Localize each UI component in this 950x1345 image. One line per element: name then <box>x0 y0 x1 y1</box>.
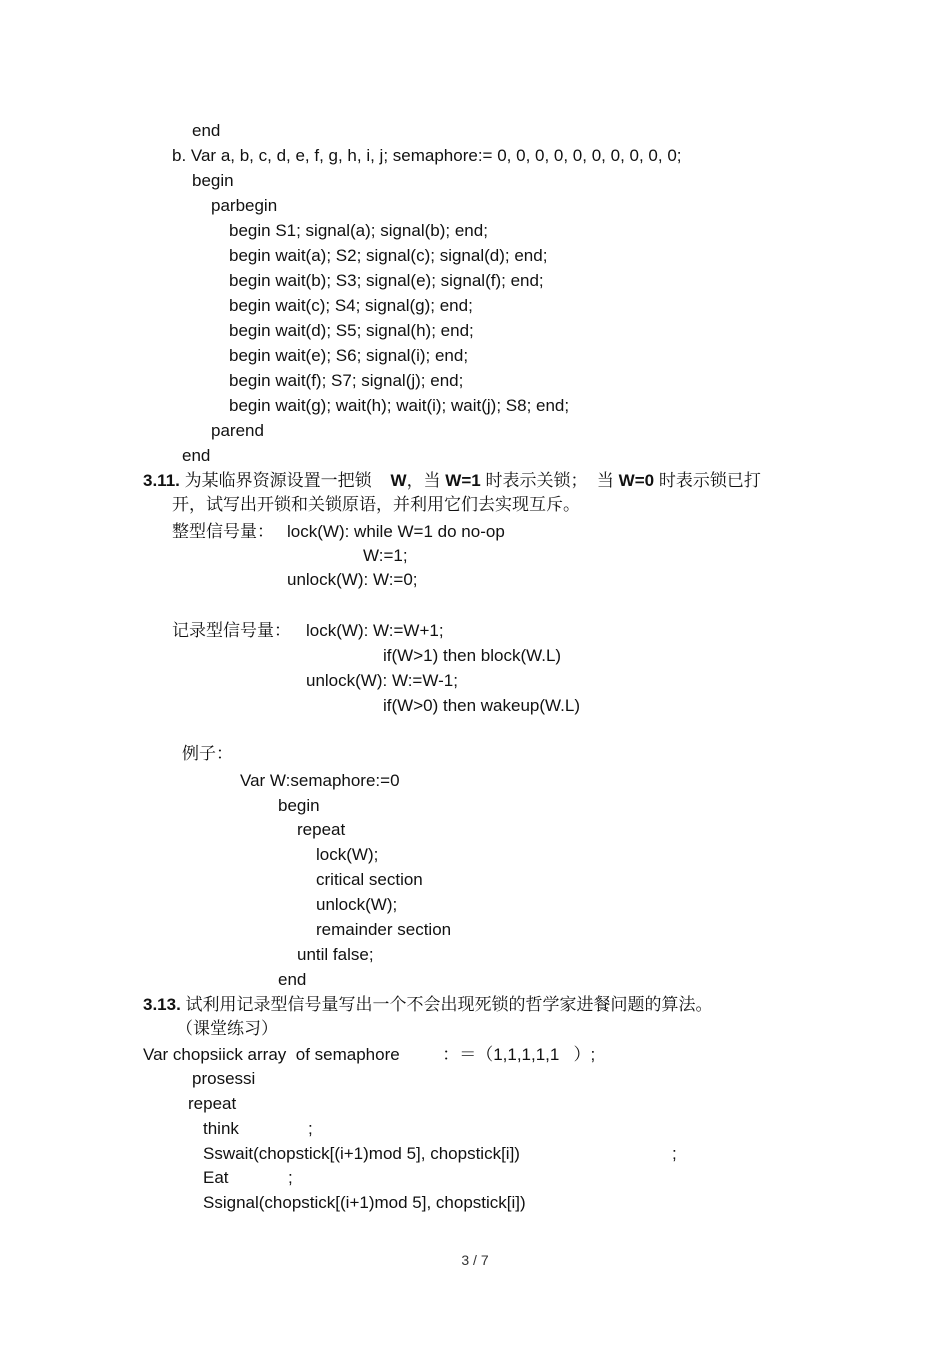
code-line: end <box>278 970 307 989</box>
question-text: 为某临界资源设置一把锁 <box>184 471 372 490</box>
code-semicolon: ; <box>672 1144 677 1163</box>
code-line: parbegin <box>211 196 278 215</box>
code-line: begin wait(b); S3; signal(e); signal(f); end; <box>229 271 544 290</box>
code-line: repeat <box>188 1094 237 1113</box>
code-line: lock(W); <box>316 845 379 864</box>
question-3-11-heading <box>143 471 761 491</box>
code-line: begin S1; signal(a); signal(b); end; <box>229 221 488 240</box>
code-line: begin wait(d); S5; signal(h); end; <box>229 321 474 340</box>
code-line: unlock(W); <box>316 895 398 914</box>
code-line: think <box>203 1119 239 1138</box>
code-line: begin wait(g); wait(h); wait(i); wait(j); S8; end; <box>229 396 570 415</box>
question-var: W=1 <box>445 471 481 490</box>
code-line: Var W:semaphore:=0 <box>240 771 400 790</box>
code-line: unlock(W): W:=W-1; <box>306 671 458 690</box>
integer-semaphore-label: 整型信号量： <box>172 522 274 541</box>
example-label: 例子： <box>182 744 233 763</box>
code-line: W:=1; <box>363 546 408 565</box>
question-var: W <box>390 471 407 490</box>
code-semicolon: ; <box>288 1168 293 1187</box>
question-text: ，当 <box>406 471 441 490</box>
code-line: if(W>0) then wakeup(W.L) <box>383 696 580 715</box>
code-line: Ssignal(chopstick[(i+1)mod 5], chopstick[i]) <box>203 1193 526 1212</box>
code-line: Sswait(chopstick[(i+1)mod 5], chopstick[i]) <box>203 1144 520 1163</box>
question-text: 试利用记录型信号量写出一个不会出现死锁的哲学家进餐问题的算法。 <box>185 995 713 1014</box>
code-line: remainder section <box>316 920 452 939</box>
question-number: 3.13. <box>143 995 181 1014</box>
question-number: 3.11. <box>143 471 180 490</box>
code-line: Eat <box>203 1168 229 1187</box>
question-text-line: 开，试写出开锁和关锁原语，并利用它们去实现互斥。 <box>172 495 580 514</box>
code-line: begin wait(e); S6; signal(i); end; <box>229 346 469 365</box>
question-text: 时表示关锁； 当 <box>485 471 614 490</box>
code-line: Var chopsiick array of semaphore ：＝（1,1,1,1,1 ）; <box>143 1045 596 1064</box>
code-line: end <box>182 446 211 465</box>
code-line: begin wait(c); S4; signal(g); end; <box>229 296 473 315</box>
code-line: end <box>192 121 221 140</box>
code-line: begin <box>278 796 320 815</box>
code-line: begin wait(a); S2; signal(c); signal(d); end; <box>229 246 548 265</box>
code-line: lock(W): W:=W+1; <box>306 621 444 640</box>
page-number: 3 / 7 <box>461 1252 489 1268</box>
code-semicolon: ; <box>308 1119 313 1138</box>
code-line: begin <box>192 171 234 190</box>
code-line: critical section <box>316 870 423 889</box>
code-line: until false; <box>297 945 374 964</box>
question-note: （课堂练习） <box>176 1019 278 1038</box>
code-line: prosessi <box>192 1069 256 1088</box>
question-var: W=0 <box>618 471 655 490</box>
code-line: if(W>1) then block(W.L) <box>383 646 562 665</box>
code-line: unlock(W): W:=0; <box>287 570 418 589</box>
question-text: 时表示锁已打 <box>658 471 761 490</box>
question-3-13-heading <box>143 995 713 1015</box>
code-line: repeat <box>297 820 346 839</box>
code-line: parend <box>211 421 264 440</box>
code-line: b. Var a, b, c, d, e, f, g, h, i, j; semaphore:= 0, 0, 0, 0, 0, 0, 0, 0, 0, 0; <box>172 146 682 165</box>
code-line: lock(W): while W=1 do no-op <box>287 522 505 541</box>
code-line: begin wait(f); S7; signal(j); end; <box>229 371 464 390</box>
record-semaphore-label: 记录型信号量： <box>172 621 291 640</box>
